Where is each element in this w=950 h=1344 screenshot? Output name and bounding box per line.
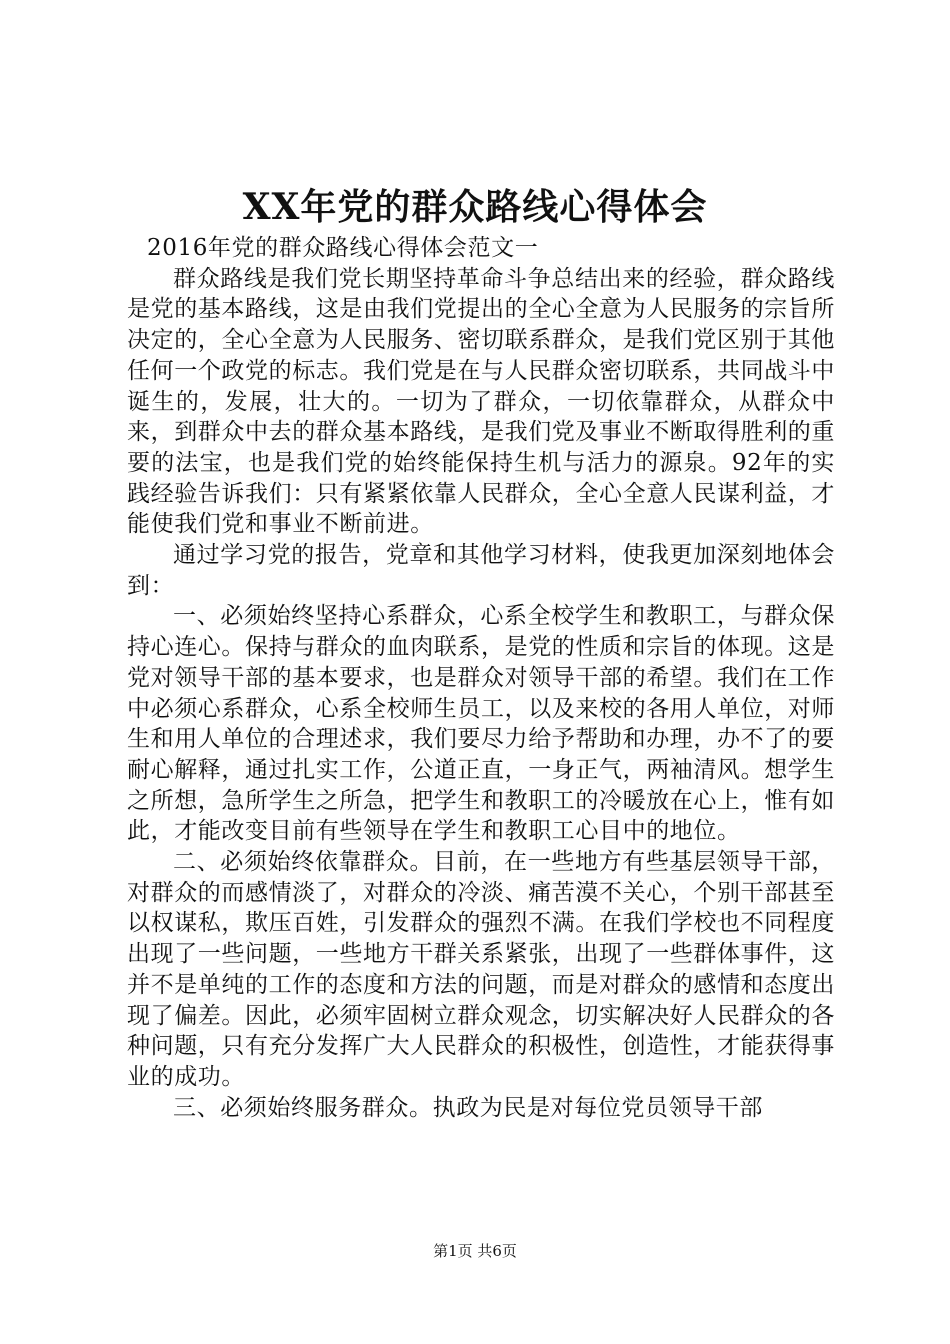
- page-number-footer: 第1页 共6页: [433, 1242, 517, 1260]
- paragraph-point-one: 一、必须始终坚持心系群众，心系全校学生和教职工，与群众保持心连心。保持与群众的血肉联系，是党的性质和宗旨的体现。这是党对领导干部的基本要求，也是群众对领导干部的希望。我们在工作中必须心系群众，心系全校师生员工，以及来校的各用人单位，对师生和用人单位的合理述求，我们要尽力给予帮助和办理，办不了的要耐心解释，通过扎实工作，公道正直，一身正气，两袖清风。想学生之所想，急所学生之所急，把学生和教职工的冷暖放在心上，惟有如此，才能改变目前有些领导在学生和教职工心目中的地位。: [127, 603, 835, 845]
- paragraph-intro: 群众路线是我们党长期坚持革命斗争总结出来的经验，群众路线是党的基本路线，这是由我们党提出的全心全意为人民服务的宗旨所决定的，全心全意为人民服务、密切联系群众，是我们党区别于其他任何一个政党的标志。我们党是在与人民群众密切联系，共同战斗中诞生的，发展，壮大的。一切为了群众，一切依靠群众，从群众中来，到群众中去的群众基本路线，是我们党及事业不断取得胜利的重要的法宝，也是我们党的始终能保持生机与活力的源泉。92年的实践经验告诉我们：只有紧紧依靠人民群众，全心全意人民谋利益，才能使我们党和事业不断前进。: [127, 265, 835, 538]
- document-subtitle: 2016年党的群众路线心得体会范文一: [147, 235, 539, 261]
- document-body: [127, 233, 835, 1123]
- paragraph-point-three: 三、必须始终服务群众。执政为民是对每位党员领导干部: [173, 1094, 763, 1121]
- paragraph-study: 通过学习党的报告，党章和其他学习材料，使我更加深刻地体会到：: [127, 542, 835, 599]
- document-title: XX年党的群众路线心得体会: [242, 186, 708, 228]
- paragraph-point-two: 二、必须始终依靠群众。目前，在一些地方有些基层领导干部，对群众的而感情淡了，对群众的冷淡、痛苦漠不关心，个别干部甚至以权谋私，欺压百姓，引发群众的强烈不满。在我们学校也不同程度出现了一些问题，一些地方干群关系紧张，出现了一些群体事件，这并不是单纯的工作的态度和方法的问题，而是对群众的感情和态度出现了偏差。因此，必须牢固树立群众观念，切实解决好人民群众的各种问题，只有充分发挥广大人民群众的积极性，创造性，才能获得事业的成功。: [127, 849, 835, 1090]
